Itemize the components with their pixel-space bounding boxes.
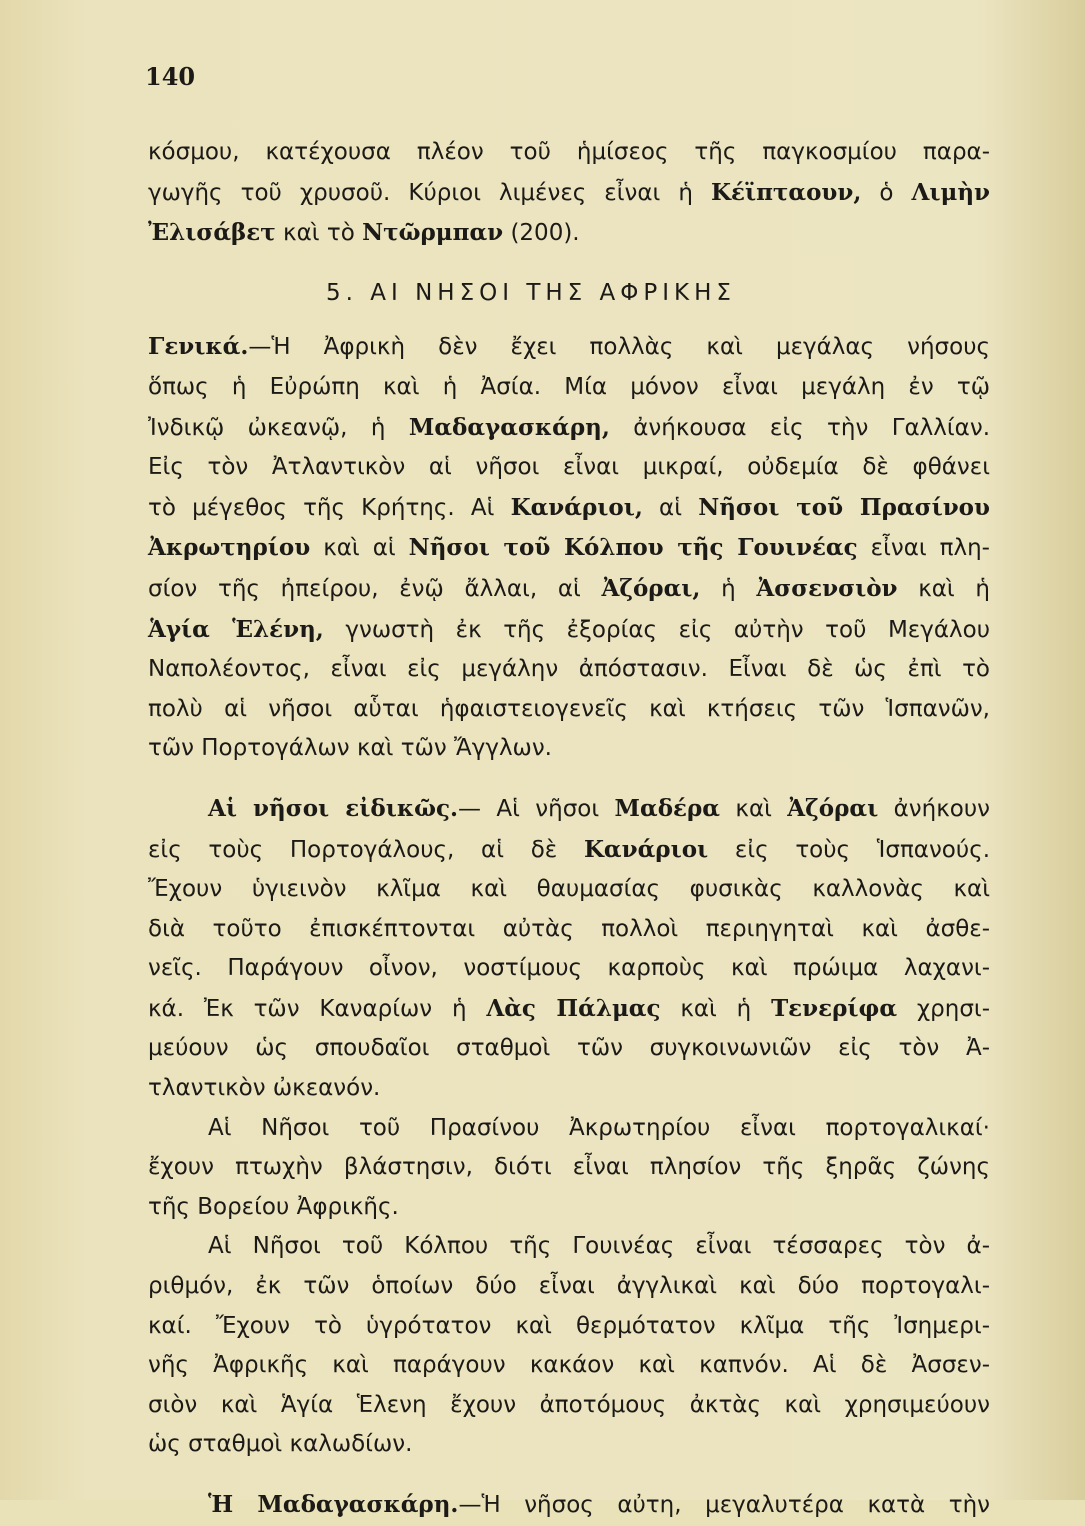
text-line: [148, 870, 990, 910]
section-heading: 5. ΑΙ ΝΗΣΟΙ ΤΗΣ ΑΦΡΙΚΗΣ: [326, 279, 736, 306]
text-run: καὶ: [720, 795, 788, 822]
bold-term: Γενικά.: [148, 333, 249, 361]
text-run: καὶ ἡ: [660, 995, 772, 1022]
bold-term: Ἐλισάβετ: [148, 219, 276, 247]
text-line: [148, 569, 990, 610]
text-line: [148, 368, 990, 408]
bold-term: Ἀζόραι,: [601, 574, 701, 602]
text-line: [148, 327, 990, 368]
text-run: σιὸν καὶ Ἁγία Ἑλενη ἔχουν ἀποτόμους ἀκτὰς καὶ χρησιμεύουν: [148, 1391, 990, 1418]
text-run: ἡ: [700, 575, 757, 602]
text-line: [148, 528, 990, 569]
text-line: [148, 1307, 990, 1347]
text-line: [148, 1425, 990, 1465]
page-number: 140: [145, 62, 196, 91]
text-line: [148, 1346, 990, 1386]
text-line: [148, 650, 990, 690]
text-run: γωγῆς τοῦ χρυσοῦ. Κύριοι λιμένες εἶναι ἡ: [148, 179, 711, 206]
text-line: [148, 133, 990, 173]
bold-term: Ἀζόραι: [787, 794, 879, 822]
text-line: [148, 1109, 990, 1149]
text-run: τῶν Πορτογάλων καὶ τῶν Ἄγγλων.: [148, 735, 552, 762]
intro-paragraph: [148, 133, 990, 254]
text-line: [148, 910, 990, 950]
text-run: Ἔχουν ὑγιεινὸν κλῖμα καὶ θαυμασίας φυσικὰς καλλονὰς καὶ: [148, 876, 990, 903]
bold-term: Κέϊπταουν,: [710, 178, 862, 206]
bold-term: Ἁγία Ἑλένη,: [148, 615, 324, 643]
text-run: Αἱ Νῆσοι τοῦ Κόλπου τῆς Γουινέας εἶναι τέσσαρες τὸν ἀ-: [208, 1233, 990, 1260]
text-run: τῆς Βορείου Ἀφρικῆς.: [148, 1193, 399, 1220]
bold-term: Κανάριοι,: [510, 493, 643, 521]
paragraph-gap: [148, 769, 990, 789]
text-run: ριθμόν, ἐκ τῶν ὁποίων δύο εἶναι ἀγγλικαὶ καὶ δύο πορτογαλι-: [148, 1273, 990, 1300]
text-line: [148, 1188, 990, 1228]
text-line: [148, 690, 990, 730]
bold-term: Νῆσοι τοῦ Κόλπου τῆς Γουινέας: [408, 534, 858, 562]
text-line: [148, 1148, 990, 1188]
text-run: καὶ ἡ: [897, 575, 990, 602]
text-run: καὶ τὸ: [275, 220, 363, 247]
text-run: εἶναι πλη-: [857, 535, 990, 562]
text-run: Εἰς τὸν Ἀτλαντικὸν αἱ νῆσοι εἶναι μικραί, οὐδεμία δὲ φθάνει: [148, 454, 990, 481]
text-line: [148, 830, 990, 871]
bold-term: Λὰς Πάλμας: [486, 994, 661, 1022]
text-run: εἰς τοὺς Πορτογάλους, αἱ δὲ: [148, 836, 584, 863]
page-text: [148, 133, 990, 1526]
specific-paragraphs: [148, 789, 990, 1465]
paragraph-gap: [148, 1465, 990, 1485]
text-run: —Ἡ Ἀφρικὴ δὲν ἔχει πολλὰς καὶ μεγάλας νήσους: [248, 334, 990, 361]
bold-term: Λιμὴν: [911, 178, 991, 206]
text-run: ὁ: [861, 179, 912, 206]
text-run: κόσμου, κατέχουσα πλέον τοῦ ἡμίσεος τῆς παγκοσμίου παρα-: [148, 139, 990, 165]
text-run: ὡς σταθμοὶ καλωδίων.: [148, 1431, 413, 1458]
text-run: καὶ αἱ: [310, 535, 409, 562]
text-line: [148, 1267, 990, 1307]
text-run: — Αἱ νῆσοι: [457, 795, 615, 822]
text-line: [148, 729, 990, 769]
text-run: γνωστὴ ἐκ τῆς ἐξορίας εἰς αὐτὴν τοῦ Μεγάλου: [323, 616, 990, 643]
text-run: Ναπολέοντος, εἶναι εἰς μεγάλην ἀπόστασιν. Εἶναι δὲ ὡς ἐπὶ τὸ: [148, 656, 990, 683]
text-line: [148, 1227, 990, 1267]
text-line: [148, 610, 990, 651]
bold-term: Ντῶρμπαν: [362, 219, 504, 247]
text-run: χρησι-: [897, 995, 990, 1022]
text-run: σίον τῆς ἠπείρου, ἐνῷ ἄλλαι, αἱ: [148, 575, 602, 602]
text-run: ἀνήκουν: [878, 795, 990, 822]
text-line: [148, 213, 990, 254]
text-line: [148, 488, 990, 529]
bold-term: Μαδαγασκάρη,: [408, 413, 610, 441]
text-line: [148, 1029, 990, 1069]
bold-term: Κανάριοι: [583, 835, 709, 863]
text-line: [148, 949, 990, 989]
text-run: τλαντικὸν ὠκεανόν.: [148, 1075, 381, 1102]
text-line: [148, 789, 990, 830]
text-run: νῆς Ἀφρικῆς καὶ παράγουν κακάον καὶ καπνόν. Αἱ δὲ Ἀσσεν-: [148, 1352, 990, 1379]
bold-term: Τενερίφα: [771, 994, 898, 1022]
madagascar-paragraph: [148, 1485, 990, 1526]
text-line: [148, 173, 990, 214]
text-run: μεύουν ὡς σπουδαῖοι σταθμοὶ τῶν συγκοινωνιῶν εἰς τὸν Ἀ-: [148, 1035, 990, 1062]
text-run: ὅπως ἡ Εὐρώπη καὶ ἡ Ἀσία. Μία μόνον εἶναι μεγάλη ἐν τῷ: [148, 373, 990, 400]
text-run: (200).: [503, 220, 580, 247]
text-run: πολὺ αἱ νῆσοι αὗται ἡφαιστειογενεῖς καὶ κτήσεις τῶν Ἱσπανῶν,: [148, 695, 990, 722]
text-run: εἰς τοὺς Ἱσπανούς.: [708, 836, 990, 863]
text-run: —Ἡ νῆσος αὐτη, μεγαλυτέρα κατὰ τὴν: [458, 1492, 991, 1518]
bold-term: Αἱ νῆσοι εἰδικῶς.: [208, 794, 458, 822]
text-line: [148, 448, 990, 488]
text-line: [148, 1485, 990, 1526]
text-line: [148, 989, 990, 1030]
text-line: [148, 1386, 990, 1426]
text-run: κά. Ἐκ τῶν Καναρίων ἡ: [148, 995, 487, 1022]
text-run: τὸ μέγεθος τῆς Κρήτης. Αἱ: [148, 494, 511, 521]
text-line: [148, 408, 990, 449]
text-run: αἱ: [642, 494, 699, 521]
bold-term: Ἀκρωτηρίου: [148, 534, 311, 562]
bold-term: Ἡ Μαδαγασκάρη.: [208, 1491, 459, 1518]
text-line: [148, 1069, 990, 1109]
bold-term: Ἀσσενσιὸν: [756, 574, 898, 602]
text-run: Αἱ Νῆσοι τοῦ Πρασίνου Ἀκρωτηρίου εἶναι πορτογαλικαί·: [208, 1114, 990, 1141]
bold-term: Νῆσοι τοῦ Πρασίνου: [698, 493, 990, 521]
text-run: ἔχουν πτωχὴν βλάστησιν, διότι εἶναι πλησίον τῆς ξηρᾶς ζώνης: [148, 1154, 990, 1181]
bold-term: Μαδέρα: [614, 794, 721, 822]
text-run: νεῖς. Παράγουν οἶνον, νοστίμους καρποὺς καὶ πρώιμα λαχανι-: [148, 955, 990, 982]
general-paragraph: [148, 327, 990, 769]
text-run: ἀνήκουσα εἰς τὴν Γαλλίαν.: [609, 414, 991, 441]
text-run: Ἰνδικῷ ὠκεανῷ, ἡ: [148, 414, 409, 441]
text-run: καί. Ἔχουν τὸ ὑγρότατον καὶ θερμότατον κλῖμα τῆς Ἰσημερι-: [148, 1312, 990, 1339]
text-run: διὰ τοῦτο ἐπισκέπτονται αὐτὰς πολλοὶ περιηγηταὶ καὶ ἀσθε-: [148, 915, 990, 942]
